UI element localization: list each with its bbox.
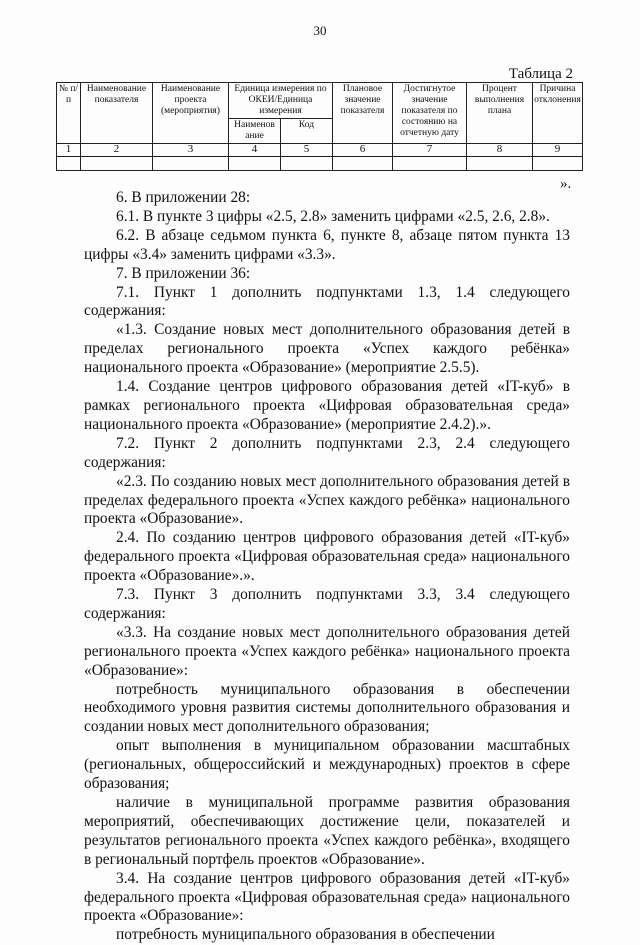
header-unit-code: Код <box>281 119 333 144</box>
paragraph: «2.3. По созданию новых мест дополнительного образования детей в пределах федерального проекта «Успех каждого ребёнка» национального проекта «Образование». <box>84 472 570 528</box>
paragraph: потребность муниципального образования в обеспечении необходимого уровня развития системы дополнительного образования и создании новых мест дополнительного образования; <box>84 680 570 736</box>
empty-cell <box>57 157 81 171</box>
body-text <box>84 189 570 945</box>
indicator-table <box>56 82 583 171</box>
index-cell: 5 <box>281 144 333 157</box>
paragraph: 7.3. Пункт 3 дополнить подпунктами 3.3, 3.4 следующего содержания: <box>84 586 570 622</box>
index-cell: 9 <box>533 144 583 157</box>
index-cell: 4 <box>229 144 281 157</box>
paragraph: потребность муниципального образования в обеспечении <box>116 926 495 944</box>
empty-cell <box>281 157 333 171</box>
header-unit-name: Наименов ание <box>229 119 281 144</box>
paragraph: 6.1. В пункте 3 цифры «2.5, 2.8» заменить цифрами «2.5, 2.6, 2.8». <box>116 207 550 225</box>
paragraph: «1.3. Создание новых мест дополнительного образования детей в пределах регионального проекта «Успех каждого ребёнка» национального проекта «Образование» (мероприятие 2.5.5). <box>84 321 570 377</box>
paragraph: 7.2. Пункт 2 дополнить подпунктами 2.3, 2.4 следующего содержания: <box>84 434 570 471</box>
paragraph: 6.2. В абзаце седьмом пункта 6, пункте 8, абзаце пятом пункта 13 цифры «3.4» заменить цифрами «3.3». <box>84 226 570 263</box>
index-cell: 7 <box>393 144 467 157</box>
index-cell: 1 <box>57 144 81 157</box>
header-percent: Процент выполнения плана <box>467 83 533 144</box>
header-unit-group: Единица измерения по ОКЕИ/Единица измерения <box>229 83 333 119</box>
paragraph: 7.1. Пункт 1 дополнить подпунктами 1.3, 1.4 следующего содержания: <box>84 283 570 320</box>
page-number: 30 <box>313 23 327 38</box>
empty-cell <box>393 157 467 171</box>
header-reason: Причина отклонения <box>533 83 583 144</box>
table-empty-row <box>57 157 583 171</box>
paragraph: опыт выполнения в муниципальном образовании масштабных (региональных, общероссийский и международных) проектов в сфере образования; <box>84 737 570 793</box>
paragraph: 7. В приложении 36: <box>116 264 251 282</box>
paragraph: 3.4. На создание центров цифрового образования детей «IT-куб» федерального проекта «Цифровая образовательная среда» национального проекта «Образование»: <box>84 869 570 925</box>
header-planned: Плановое значение показателя <box>333 83 393 144</box>
header-project: Наименование проекта (мероприятия) <box>153 83 229 144</box>
index-cell: 6 <box>333 144 393 157</box>
empty-cell <box>333 157 393 171</box>
paragraph: 1.4. Создание центров цифрового образования детей «IT-куб» в рамках регионального проекта «Цифровая образовательная среда» национального проекта «Образование» (мероприятие 2.4.2).». <box>84 378 570 433</box>
empty-cell <box>467 157 533 171</box>
header-achieved: Достигнутое значение показателя по состоянию на отчетную дату <box>393 83 467 144</box>
header-indicator: Наименование показателя <box>81 83 153 144</box>
header-num: № п/п <box>57 83 81 144</box>
paragraph: 2.4. По созданию центров цифрового образования детей «IT-куб» федерального проекта «Цифровая образовательная среда» национального проекта «Образование».». <box>84 529 570 585</box>
empty-cell <box>81 157 153 171</box>
index-cell: 2 <box>81 144 153 157</box>
index-cell: 8 <box>467 144 533 157</box>
table-caption: Таблица 2 <box>508 66 573 82</box>
index-cell: 3 <box>153 144 229 157</box>
empty-cell <box>229 157 281 171</box>
paragraph: наличие в муниципальной программе развития образования мероприятий, обеспечивающих достижение цели, показателей и результатов регионального проекта «Успех каждого ребёнка», входящего в региональный портфель проектов «Образование». <box>84 794 570 868</box>
paragraph: 6. В приложении 28: <box>116 189 251 206</box>
paragraph: «3.3. На создание новых мест дополнительного образования детей регионального проекта «Успех каждого ребёнка» национального проекта «Образование»: <box>84 623 570 679</box>
table-index-row <box>57 144 583 157</box>
empty-cell <box>533 157 583 171</box>
closing-quote-mark: ». <box>560 176 572 192</box>
empty-cell <box>153 157 229 171</box>
